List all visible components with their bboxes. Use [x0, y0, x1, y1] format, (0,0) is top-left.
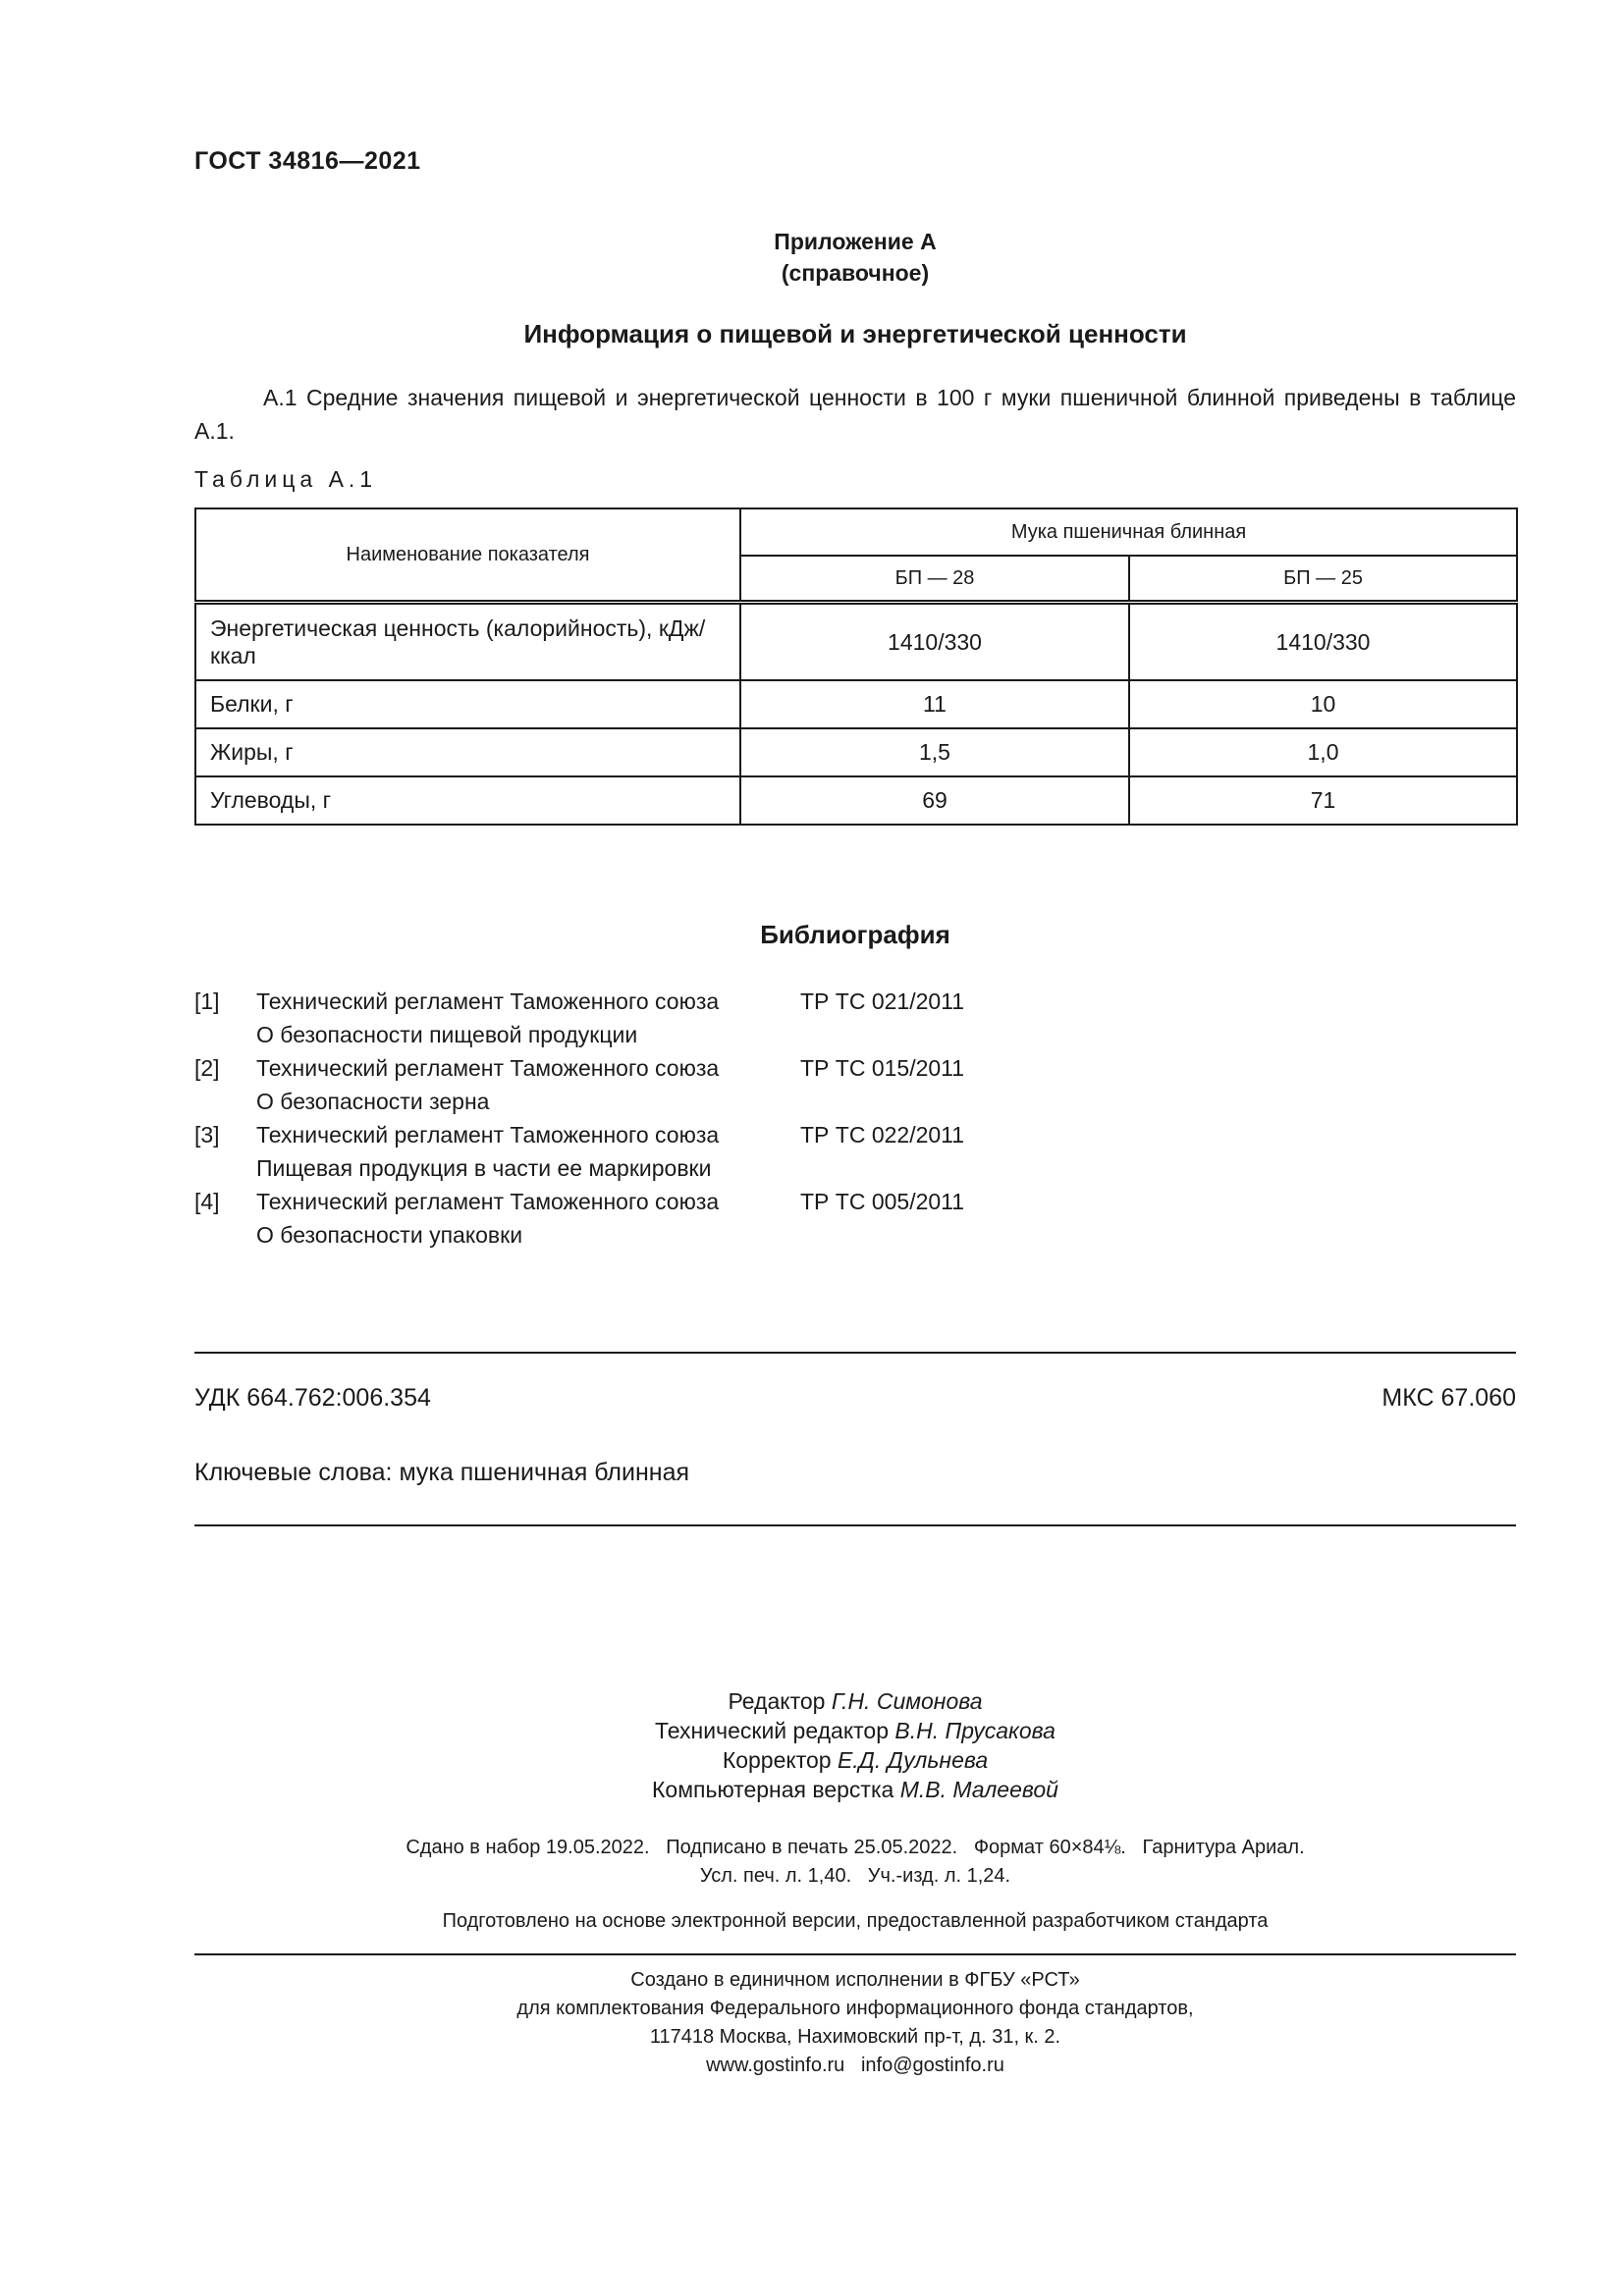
footer-line3: 117418 Москва, Нахимовский пр-т, д. 31, к. 2.	[649, 2026, 1061, 2048]
appendix-heading	[194, 226, 1516, 289]
credit-role: Технический редактор	[655, 1718, 890, 1743]
bibliography-code: ТР ТС 005/2011	[800, 1189, 965, 1214]
bibliography-line2: О безопасности пищевой продукции	[256, 1022, 638, 1047]
credit-role: Редактор	[728, 1688, 826, 1714]
credit-line	[194, 1775, 1516, 1804]
column-header-bp25: БП — 25	[1129, 556, 1517, 603]
bibliography-code: ТР ТС 021/2011	[800, 988, 965, 1014]
table-row	[195, 776, 1517, 825]
row-name: Углеводы, г	[195, 776, 740, 825]
footer-line2: для комплектования Федерального информационного фонда стандартов,	[516, 1998, 1194, 2019]
bibliography-ref: [4]	[194, 1189, 220, 1214]
bibliography-line2: Пищевая продукция в части ее маркировки	[256, 1155, 712, 1181]
table-caption: Таблица А.1	[194, 466, 378, 492]
bibliography-text	[256, 1185, 719, 1252]
bibliography-line1: Технический регламент Таможенного союза	[256, 988, 720, 1014]
publication-info	[194, 1834, 1516, 1891]
column-header-bp28: БП — 28	[740, 556, 1129, 603]
row-value-bp25: 1410/330	[1129, 603, 1517, 681]
row-value-bp25: 10	[1129, 680, 1517, 728]
row-value-bp28: 1410/330	[740, 603, 1129, 681]
table-row	[195, 603, 1517, 681]
bibliography-line2: О безопасности зерна	[256, 1089, 490, 1114]
credit-line	[194, 1716, 1516, 1745]
footer-contacts: www.gostinfo.ru info@gostinfo.ru	[706, 2055, 1004, 2076]
document-code: ГОСТ 34816—2021	[194, 147, 421, 175]
intro-paragraph: А.1 Средние значения пищевой и энергетической ценности в 100 г муки пшеничной блинной приведены в таблице А.1.	[194, 385, 1516, 444]
nutrition-table	[194, 507, 1518, 826]
footer-line1: Создано в единичном исполнении в ФГБУ «РСТ»	[630, 1969, 1080, 1991]
publication-line1: Сдано в набор 19.05.2022. Подписано в печать 25.05.2022. Формат 60×84⅛. Гарнитура Ариал.	[406, 1837, 1305, 1858]
bibliography-code: ТР ТС 022/2011	[800, 1122, 965, 1148]
credit-name: Г.Н. Симонова	[831, 1688, 983, 1714]
credit-line	[194, 1745, 1516, 1775]
row-name: Энергетическая ценность (калорийность), кДж/ккал	[195, 603, 740, 681]
keywords: Ключевые слова: мука пшеничная блинная	[194, 1459, 690, 1486]
udk-code: УДК 664.762:006.354	[194, 1384, 431, 1412]
credit-role: Корректор	[722, 1747, 832, 1773]
divider	[194, 1352, 1516, 1354]
credit-name: Е.Д. Дульнева	[837, 1747, 989, 1773]
appendix-title: Приложение А	[774, 229, 937, 254]
bibliography-item	[194, 985, 1176, 1051]
bibliography-item	[194, 1185, 1176, 1252]
column-header-name: Наименование показателя	[195, 508, 740, 603]
bibliography-line1: Технический регламент Таможенного союза	[256, 1189, 720, 1214]
bibliography-item	[194, 1051, 1176, 1118]
prepared-note: Подготовлено на основе электронной версии, предоставленной разработчиком стандарта	[442, 1910, 1269, 1932]
bibliography-ref: [1]	[194, 988, 220, 1014]
bibliography-ref: [3]	[194, 1122, 220, 1148]
divider	[194, 1953, 1516, 1955]
bibliography-text	[256, 1118, 719, 1185]
bibliography-code: ТР ТС 015/2011	[800, 1055, 965, 1081]
appendix-subtitle: (справочное)	[781, 260, 930, 286]
bibliography-line1: Технический регламент Таможенного союза	[256, 1122, 720, 1148]
credit-line	[194, 1686, 1516, 1716]
bibliography-text	[256, 1051, 719, 1118]
row-value-bp25: 71	[1129, 776, 1517, 825]
bibliography-line2: О безопасности упаковки	[256, 1222, 523, 1248]
bibliography-title: Библиография	[760, 920, 950, 949]
row-value-bp28: 11	[740, 680, 1129, 728]
row-name: Белки, г	[195, 680, 740, 728]
row-value-bp25: 1,0	[1129, 728, 1517, 776]
credit-name: М.В. Малеевой	[899, 1777, 1058, 1802]
publication-line2: Усл. печ. л. 1,40. Уч.-изд. л. 1,24.	[699, 1865, 1011, 1887]
bibliography-text	[256, 985, 719, 1051]
bibliography-ref: [2]	[194, 1055, 220, 1081]
credits-block	[194, 1686, 1516, 1804]
row-value-bp28: 1,5	[740, 728, 1129, 776]
row-value-bp28: 69	[740, 776, 1129, 825]
bibliography-item	[194, 1118, 1176, 1185]
credit-role: Компьютерная верстка	[652, 1777, 894, 1802]
section-title: Информация о пищевой и энергетической ценности	[523, 319, 1187, 348]
column-header-group: Мука пшеничная блинная	[740, 508, 1517, 556]
table-row	[195, 728, 1517, 776]
table-row	[195, 680, 1517, 728]
footer-block	[194, 1966, 1516, 2080]
bibliography-line1: Технический регламент Таможенного союза	[256, 1055, 720, 1081]
credit-name: В.Н. Прусакова	[894, 1718, 1056, 1743]
divider	[194, 1524, 1516, 1526]
row-name: Жиры, г	[195, 728, 740, 776]
mks-code: МКС 67.060	[1381, 1384, 1516, 1412]
